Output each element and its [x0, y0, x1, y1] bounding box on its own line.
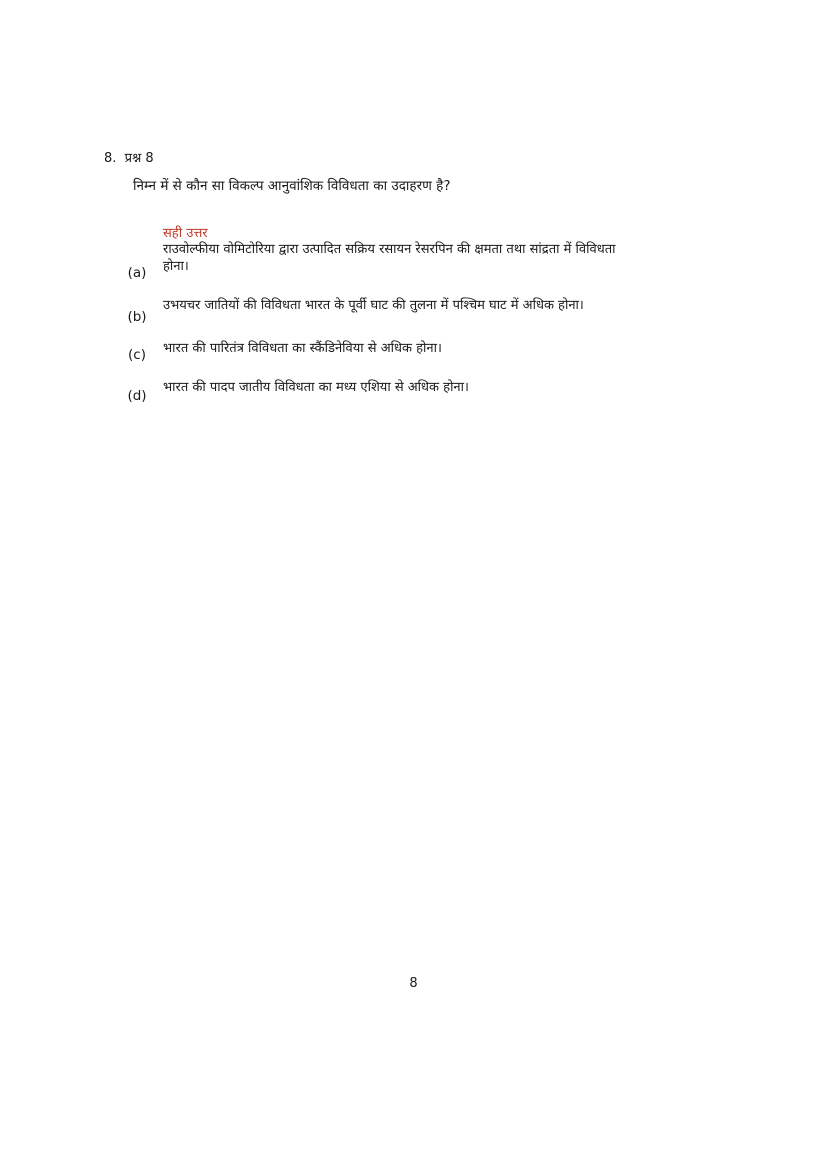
option-c-text: भारत की पारितंत्र विविधता का स्कैंडिनेविया से अधिक होना। [163, 341, 442, 356]
option-c-label: (c) [128, 347, 146, 363]
page-number: 8 [409, 976, 418, 991]
option-a-label: (a) [127, 265, 147, 281]
option-b-label: (b) [127, 309, 147, 325]
question-number [104, 148, 154, 166]
correct-answer-label: सही उत्तर [163, 226, 208, 241]
option-b-text: उभयचर जातियों की विविधता भारत के पूर्वी घाट की तुलना में पश्चिम घाट में अधिक होना। [163, 298, 584, 313]
option-d-text: भारत की पादप जातीय विविधता का मध्य एशिया से अधिक होना। [163, 380, 469, 395]
question-index: 8. [104, 151, 117, 166]
option-d-label: (d) [127, 388, 147, 404]
question-heading: प्रश्न 8 [124, 151, 154, 166]
question-text: निम्न में से कौन सा विकल्प आनुवांशिक विविधता का उदाहरण है? [133, 178, 451, 194]
option-a-text: राउवोल्फीया वोमिटोरिया द्वारा उत्पादित सक्रिय रसायन रेसरपिन की क्षमता तथा सांद्रता में विविधता होना। [163, 242, 616, 274]
